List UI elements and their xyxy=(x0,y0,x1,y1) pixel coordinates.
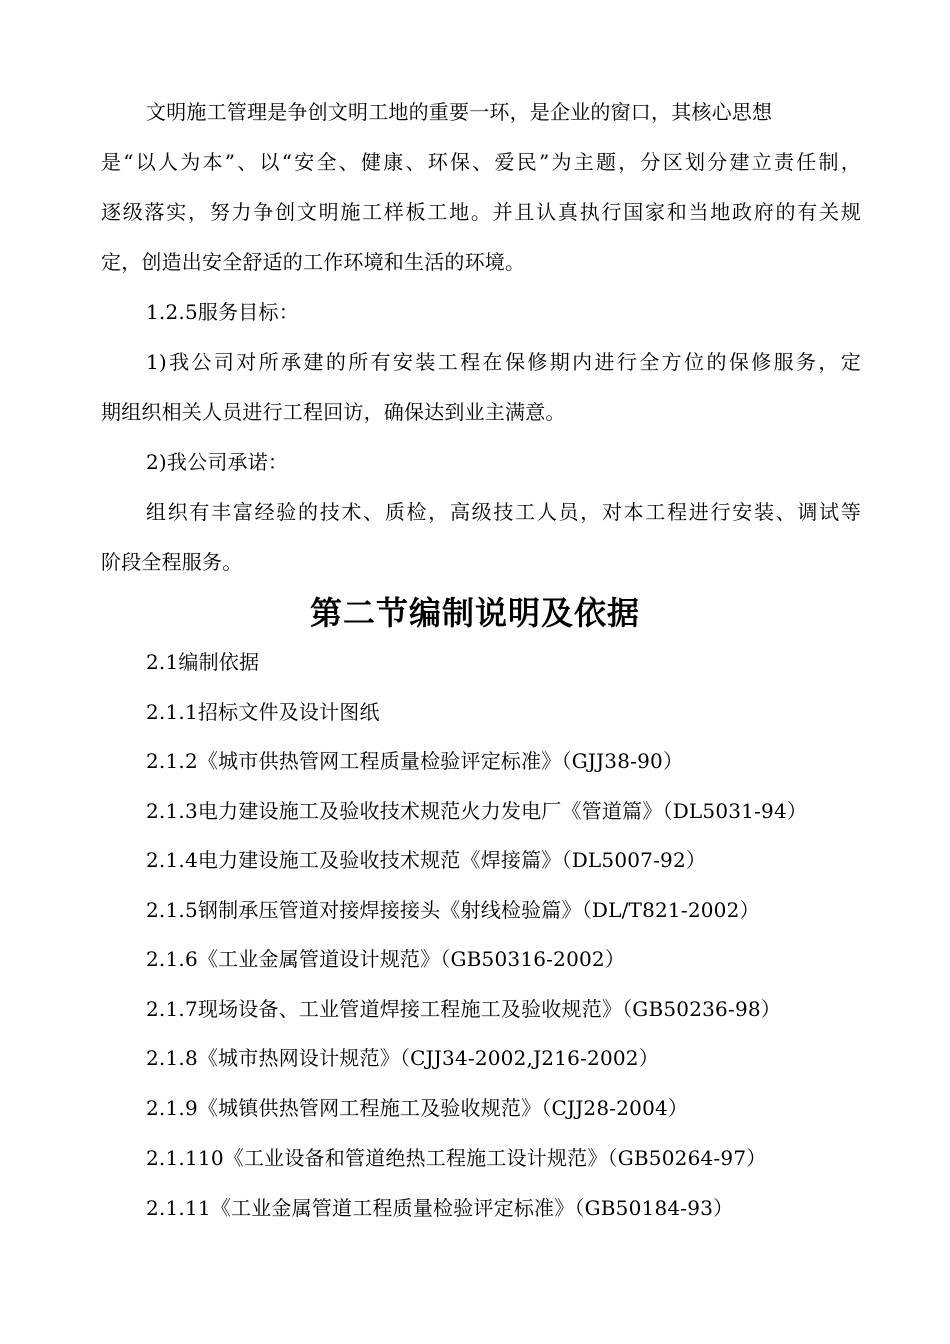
list-item: 2.1编制依据 xyxy=(146,650,260,674)
list-item: 2.1.3电力建设施工及验收技术规范火力发电厂《管道篇》（DL5031-94） xyxy=(146,799,808,823)
paragraph-line: 定，创造出安全舒适的工作环境和生活的环境。 xyxy=(101,250,526,274)
subsection-title: 2)我公司承诺： xyxy=(146,450,289,474)
paragraph-line: 组织有丰富经验的技术、质检，高级技工人员，对本工程进行安装、调试等 xyxy=(146,500,861,524)
paragraph-line: 阶段全程服务。 xyxy=(101,550,243,574)
paragraph-line: 逐级落实，努力争创文明施工样板工地。并且认真执行国家和当地政府的有关规 xyxy=(101,200,861,224)
subsection-title: 1.2.5服务目标： xyxy=(146,300,299,324)
list-item: 2.1.8《城市热网设计规范》（CJJ34-2002,J216-2002） xyxy=(146,1046,659,1070)
list-item: 2.1.4电力建设施工及验收技术规范《焊接篇》（DL5007-92） xyxy=(146,848,707,872)
paragraph-line: 期组织相关人员进行工程回访，确保达到业主满意。 xyxy=(101,400,566,424)
list-item: 2.1.6《工业金属管道设计规范》（GB50316-2002） xyxy=(146,947,626,971)
list-item: 2.1.11《工业金属管道工程质量检验评定标准》（GB50184-93） xyxy=(146,1196,734,1220)
list-item: 2.1.9《城镇供热管网工程施工及验收规范》（CJJ28-2004） xyxy=(146,1096,689,1120)
list-item: 2.1.7现场设备、工业管道焊接工程施工及验收规范》（GB50236-98） xyxy=(146,997,781,1021)
paragraph-line: 是“以人为本”、以“安全、健康、环保、爱民”为主题，分区划分建立责任制， xyxy=(101,150,861,174)
section-heading: 第二节编制说明及依据 xyxy=(309,594,640,632)
list-item: 2.1.110《工业设备和管道绝热工程施工设计规范》（GB50264-97） xyxy=(146,1146,767,1170)
paragraph-line: 文明施工管理是争创文明工地的重要一环，是企业的窗口，其核心思想 xyxy=(146,100,773,124)
list-item: 2.1.1招标文件及设计图纸 xyxy=(146,700,380,724)
list-item: 2.1.2《城市供热管网工程质量检验评定标准》（GJJ38-90） xyxy=(146,749,684,773)
list-item: 2.1.5钢制承压管道对接焊接接头《射线检验篇》（DL/T821-2002） xyxy=(146,898,760,922)
paragraph-line: 1)我公司对所承建的所有安装工程在保修期内进行全方位的保修服务，定 xyxy=(146,350,861,374)
